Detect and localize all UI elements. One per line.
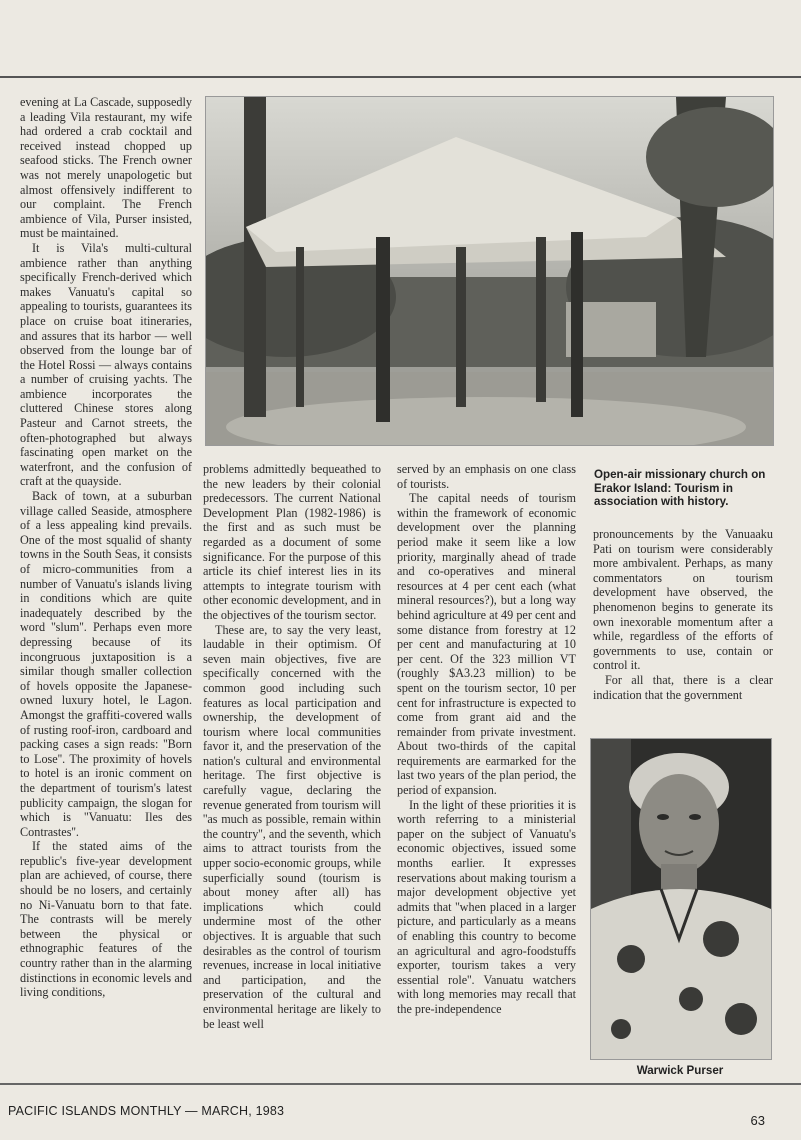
paragraph: It is Vila's multi-cultural ambience rather than anything specifically French-derived which makes Vanuatu's capital so appealing to tourists, guarantees its place on cruise boat itineraries, and assures that its harbor — well observed from the lounge bar of the Hotel Rossi — always contains a number of cruising yachts. The ambience incorporates the cluttered Chinese stores along Pasteur and Carnot streets, the often-photographed but always fascinating open market on the waterfront, and the confusion of craft at the quayside. xyxy=(20,240,192,489)
paragraph: served by an emphasis on one class of tourists. xyxy=(397,462,576,491)
church-photo xyxy=(205,96,774,446)
top-rule xyxy=(0,76,801,78)
portrait-caption: Warwick Purser xyxy=(636,1064,724,1077)
paragraph: evening at La Cascade, supposedly a leading Vila restaurant, my wife had ordered a crab cocktail and received instead chopped up seafood sticks. The French owner was not merely unapologetic but almost offensively indifferent to our complaint. The French ambience of Vila, Purser insisted, must be maintained. xyxy=(20,95,192,241)
article-column-4 xyxy=(593,527,773,702)
paragraph: The capital needs of tourism within the framework of economic development over the planning period make it seem like a low priority, marginally ahead of trade and co-operatives and mineral resources at 4 per cent each (what mineral resources?), but a long way behind agriculture at 49 per cent and some distance from forestry at 12 per cent and manufacturing at 10 per cent. Of the 323 million VT (roughly $A3.23 million) to be spent on the tourism sector, 10 per cent for infrastructure is expected to come from grant aid and the remainder from private investment. About two-thirds of the capital requirements are earmarked for the last two years of the plan period, the period of expansion. xyxy=(397,491,576,798)
church-photo-image xyxy=(206,97,773,445)
article-column-1 xyxy=(20,95,192,1000)
paragraph: problems admittedly bequeathed to the new leaders by their colonial predecessors. The current National Development Plan (1982-1986) is the first and as such must be regarded as a document of some significance. For the purpose of this article its chief interest lies in its attempts to integrate tourism with other economic development, and in the objectives of the tourism sector. xyxy=(203,462,381,622)
portrait-photo-image xyxy=(591,739,771,1059)
portrait-photo xyxy=(590,738,772,1060)
paragraph: In the light of these priorities it is worth referring to a ministerial paper on the subject of Vanuatu's economic objectives, issued some months earlier. It expresses reservations about making tourism a major development objective yet admits that ''when placed in a larger picture, and particularly as a means of enabling this country to become an agricultural and agro-foodstuffs exporter, tourism takes a very essential role''. Vanuatu watchers with long memories may recall that the pre-independence xyxy=(397,797,576,1016)
paragraph: These are, to say the very least, laudable in their optimism. Of seven main objectives, five are specifically concerned with the common good including such features as local participation and ownership, the development of tourism where local communities favor it, and the preservation of the nation's cultural and environmental heritage. The first objective is carefully vague, declaring the revenue generated from tourism will ''as much as possible, remain within the country'', and the seventh, which aims to attract tourists from the upper socio-economic groups, while superficially sound (tourism is about money after all) has implications which could undermine most of the other objectives. It is arguable that such desirables as the control of tourism revenues, increase in local initiative and participation, and the preservation of the cultural and environmental heritage are likely to be least well xyxy=(203,622,382,1031)
paragraph: pronouncements by the Vanuaaku Pati on tourism were considerably more ambivalent. Perhaps, as many commentators on tourism development have observed, the phenomenon begins to generate its own inexorable momentum after a while, regardless of the efforts of governments to use, contain or control it. xyxy=(593,527,773,673)
church-photo-caption: Open-air missionary church on Erakor Island: Tourism in association with history. xyxy=(594,468,766,509)
paragraph: For all that, there is a clear indication that the government xyxy=(593,672,773,702)
article-column-2 xyxy=(203,462,381,1031)
paragraph: Back of town, at a suburban village called Seaside, atmosphere of a less appealing kind prevails. One of the most squalid of shanty towns in the South Seas, it consists of micro-communities from a number of Vanuatu's islands living in conditions which are quite inadequately described by the word ''slum''. Perhaps even more depressing because of its incongruous juxtaposition is a similar though smaller collection of hovels opposite the Japanese-owned luxury hotel, le Lagon. Amongst the graffiti-covered walls of rusting roof-iron, cardboard and packing cases a sign reads: ''Born to Lose''. The proximity of hovels to hotel is an ironic comment on the department of tourism's latest publicity campaign, the slogan for which is ''Vanuatu: Iles des Contrastes''. xyxy=(20,489,192,839)
paragraph: If the stated aims of the republic's five-year development plan are achieved, of course, there should be no losers, and certainly no Ni-Vanuatu born to that fate. The contrasts will be merely between the physical or ethnographic features of the country rather than in the alarming distinctions in economic levels and living conditions, xyxy=(20,839,192,1000)
publication-footer: PACIFIC ISLANDS MONTHLY — MARCH, 1983 xyxy=(8,1104,285,1118)
page-number: 63 xyxy=(750,1113,765,1128)
bottom-rule xyxy=(0,1083,801,1085)
article-column-3 xyxy=(397,462,576,1017)
